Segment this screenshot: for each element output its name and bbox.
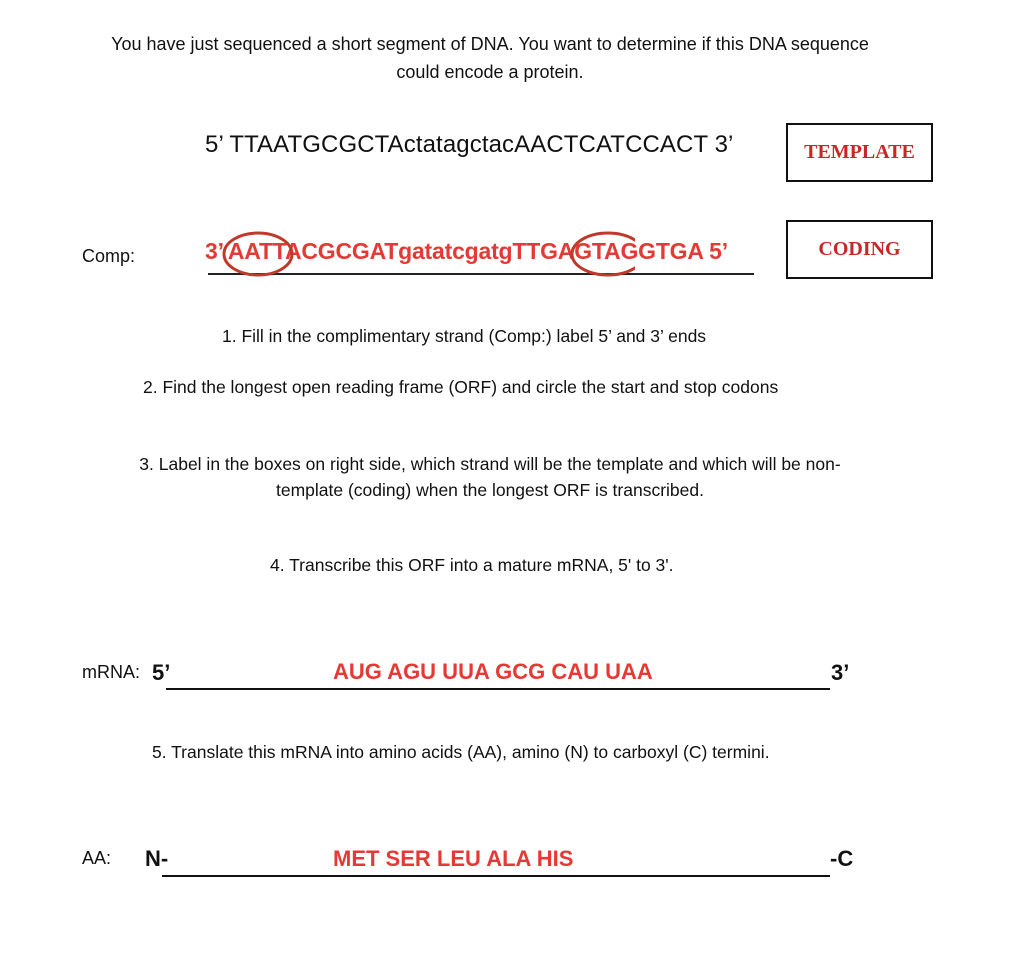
step-5: 5. Translate this mRNA into amino acids (AA), amino (N) to carboxyl (C) termini. (152, 742, 770, 762)
template-box-label: TEMPLATE (804, 141, 915, 163)
step-4: 4. Transcribe this ORF into a mature mRNA, 5' to 3'. (270, 555, 674, 575)
comp-label: Comp: (82, 246, 136, 266)
intro-text (60, 30, 920, 86)
mrna-answer: AUG AGU UUA GCG CAU UAA (333, 659, 653, 684)
start-codon-circle (224, 233, 292, 275)
intro-line-1: You have just sequenced a short segment of DNA. You want to determine if this DNA sequence (111, 34, 869, 54)
step-1: 1. Fill in the complimentary strand (Comp:) label 5’ and 3’ ends (222, 326, 707, 346)
step-3-line-2: template (coding) when the longest ORF is transcribed. (276, 480, 704, 500)
mrna-five-prime: 5’ (152, 660, 171, 685)
aa-answer-line[interactable] (162, 875, 830, 877)
top-dna-strand: 5’ TTAATGCGCTActatagctacAACTCATCCACT 3’ (205, 131, 734, 158)
aa-answer: MET SER LEU ALA HIS (333, 846, 574, 871)
aa-n-terminus: N- (145, 846, 169, 871)
intro-line-2: could encode a protein. (396, 62, 584, 82)
template-label-box[interactable] (786, 123, 933, 182)
codon-circles (205, 226, 635, 286)
mrna-label: mRNA: (82, 662, 140, 682)
step-2: 2. Find the longest open reading frame (ORF) and circle the start and stop codons (143, 377, 779, 397)
mrna-three-prime: 3’ (831, 660, 850, 685)
stop-codon-circle (572, 233, 635, 275)
coding-box-label: CODING (818, 238, 901, 260)
aa-c-terminus: -C (830, 846, 854, 871)
mrna-answer-line[interactable] (166, 688, 830, 690)
step-3-line-1: 3. Label in the boxes on right side, which strand will be the template and which will be non- (139, 454, 841, 474)
step-3 (60, 451, 920, 503)
coding-label-box[interactable] (786, 220, 933, 279)
aa-label: AA: (82, 848, 112, 868)
complementary-strand: 3’ AATTACGCGATgatatcgatgTTGAGTAGGTGA 5’ (205, 238, 728, 264)
